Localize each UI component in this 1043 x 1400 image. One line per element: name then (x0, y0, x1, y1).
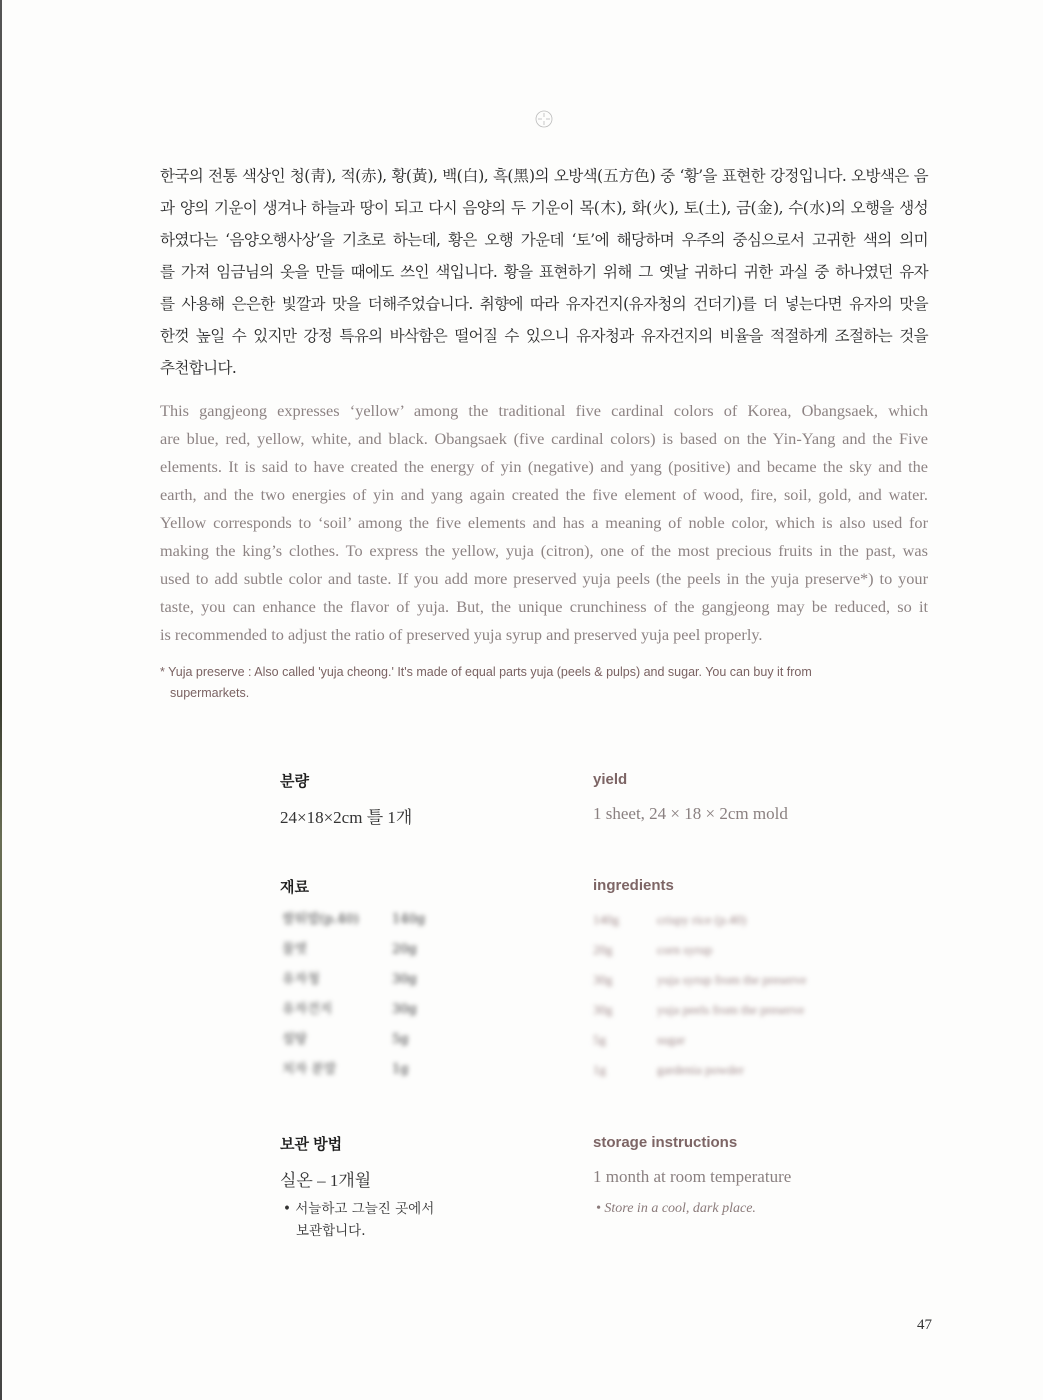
ingredient-row (593, 995, 806, 1025)
storage-note-line: 보관합니다. (296, 1223, 366, 1239)
storage-note-en: • Store in a cool, dark place. (596, 1201, 756, 1216)
footnote-line: supermarkets. (170, 686, 250, 700)
ingredient-row (593, 965, 806, 995)
storage-value-en: 1 month at room temperature (593, 1167, 792, 1186)
text-line: used to add subtle color and taste. If you add more preserved yuja peels (the peels in the yuja preserve*) to your (160, 569, 928, 588)
korean-intro-paragraph (160, 160, 928, 384)
ingredient-name: sugar (657, 1032, 686, 1047)
text-line: Yellow corresponds to ‘soil’ among the five elements and has a meaning of noble color, which is also used for (160, 513, 928, 532)
text-line: This gangjeong expresses ‘yellow’ among the traditional five cardinal colors of Korea, Obangsaek, which (160, 401, 928, 420)
ingredient-row (593, 1025, 806, 1055)
ingredients-heading-ko: 재료 (280, 879, 309, 896)
ingredient-row (282, 1025, 425, 1055)
text-line: 과 양의 기운이 생겨나 하늘과 땅이 되고 다시 음양의 두 기운이 목(木), 화(火), 토(土), 금(金), 수(水)의 오행을 생성 (160, 199, 928, 217)
text-line: 를 사용해 은은한 빛깔과 맛을 더해주었습니다. 취향에 따라 유자건지(유자청의 건더기)를 더 넣는다면 유자의 맛을 (160, 295, 928, 313)
ingredient-name: 유자건지 (282, 1002, 333, 1017)
ingredients-list-en (593, 905, 806, 1085)
storage-note-ko (283, 1198, 434, 1242)
ingredient-amount: 140g (392, 912, 426, 927)
ingredient-row (593, 1055, 806, 1085)
storage-note-line: • 서늘하고 그늘진 곳에서 (283, 1201, 435, 1217)
text-line: making the king’s clothes. To express the yellow, yuja (citron), one of the most precious fruits in the past, was (160, 541, 928, 560)
storage-heading-en: storage instructions (593, 1134, 738, 1151)
text-line: 하였다는 ‘음양오행사상’을 기초로 하는데, 황은 오행 가운데 ‘토’에 해당하며 우주의 중심으로서 고귀한 색의 의미 (160, 231, 928, 249)
english-intro-paragraph (160, 397, 928, 649)
text-line: earth, and the two energies of yin and yang again created the five element of wood, fire, soil, gold, and water. (160, 485, 928, 504)
text-line: is recommended to adjust the ratio of preserved yuja syrup and preserved yuja peel properly. (160, 625, 763, 644)
ingredient-row (282, 905, 425, 935)
ingredient-amount: 5g (392, 1032, 409, 1047)
ingredients-list-ko (282, 905, 425, 1085)
footnote-line: * Yuja preserve : Also called 'yuja cheong.' It's made of equal parts yuja (peels & pulps) and sugar. You can buy it from (160, 665, 812, 679)
ingredient-amount: 1g (593, 1062, 606, 1077)
ingredient-amount: 1g (392, 1062, 409, 1077)
ingredient-name: yuja syrup from the preserve (657, 972, 807, 987)
page-number: 47 (917, 1317, 932, 1333)
crosshair-ornament-icon (534, 109, 554, 129)
yield-value-ko: 24×18×2cm 틀 1개 (280, 808, 413, 827)
ingredient-name: 설탕 (282, 1032, 308, 1047)
ingredient-name: 쌀튀밥(p.40) (282, 912, 359, 927)
ingredient-name: gardenia powder (657, 1062, 744, 1077)
ingredient-amount: 20g (593, 942, 613, 957)
footnote (160, 662, 880, 704)
storage-heading-ko: 보관 방법 (280, 1136, 343, 1153)
ingredient-amount: 20g (392, 942, 417, 957)
ingredients-heading-en: ingredients (593, 877, 674, 894)
ingredient-amount: 140g (593, 912, 619, 927)
ingredient-name: crispy rice (p.40) (657, 912, 747, 927)
page-edge (0, 0, 2, 1400)
text-line: elements. It is said to have created the energy of yin (negative) and yang (positive) and became the sky and the (160, 457, 928, 476)
ingredient-amount: 30g (593, 972, 613, 987)
ingredient-name: yuja peels from the preserve (657, 1002, 805, 1017)
yield-value-en: 1 sheet, 24 × 18 × 2cm mold (593, 804, 788, 823)
ingredient-amount: 30g (392, 1002, 417, 1017)
ingredient-name: 치자 분말 (282, 1062, 337, 1077)
text-line: 를 가져 임금님의 옷을 만들 때에도 쓰인 색입니다. 황을 표현하기 위해 그 옛날 귀하디 귀한 과실 중 하나였던 유자 (160, 263, 928, 281)
ingredient-row (282, 935, 425, 965)
ingredient-amount: 30g (392, 972, 417, 987)
ingredient-name: 유자청 (282, 972, 320, 987)
ingredient-amount: 30g (593, 1002, 613, 1017)
text-line: are blue, red, yellow, white, and black. Obangsaek (five cardinal colors) is based on the Yin-Yang and the Five (160, 429, 928, 448)
ingredient-name: corn syrup (657, 942, 713, 957)
yield-heading-en: yield (593, 771, 628, 788)
storage-value-ko: 실온 – 1개월 (280, 1171, 372, 1190)
ingredient-amount: 5g (593, 1032, 606, 1047)
text-line: taste, you can enhance the flavor of yuja. But, the unique crunchiness of the gangjeong may be reduced, so it (160, 597, 928, 616)
ingredient-row (282, 1055, 425, 1085)
ingredient-row (282, 995, 425, 1025)
ingredient-row (593, 935, 806, 965)
text-line: 한국의 전통 색상인 청(靑), 적(赤), 황(黃), 백(白), 흑(黑)의 오방색(五方色) 중 ‘황’을 표현한 강정입니다. 오방색은 음 (160, 167, 928, 185)
ingredient-row (282, 965, 425, 995)
text-line: 추천합니다. (160, 359, 237, 377)
ingredient-row (593, 905, 806, 935)
ingredient-name: 물엿 (282, 942, 308, 957)
text-line: 한껏 높일 수 있지만 강정 특유의 바삭함은 떨어질 수 있으니 유자청과 유자건지의 비율을 적절하게 조절하는 것을 (160, 327, 928, 345)
yield-heading-ko: 분량 (280, 773, 309, 790)
